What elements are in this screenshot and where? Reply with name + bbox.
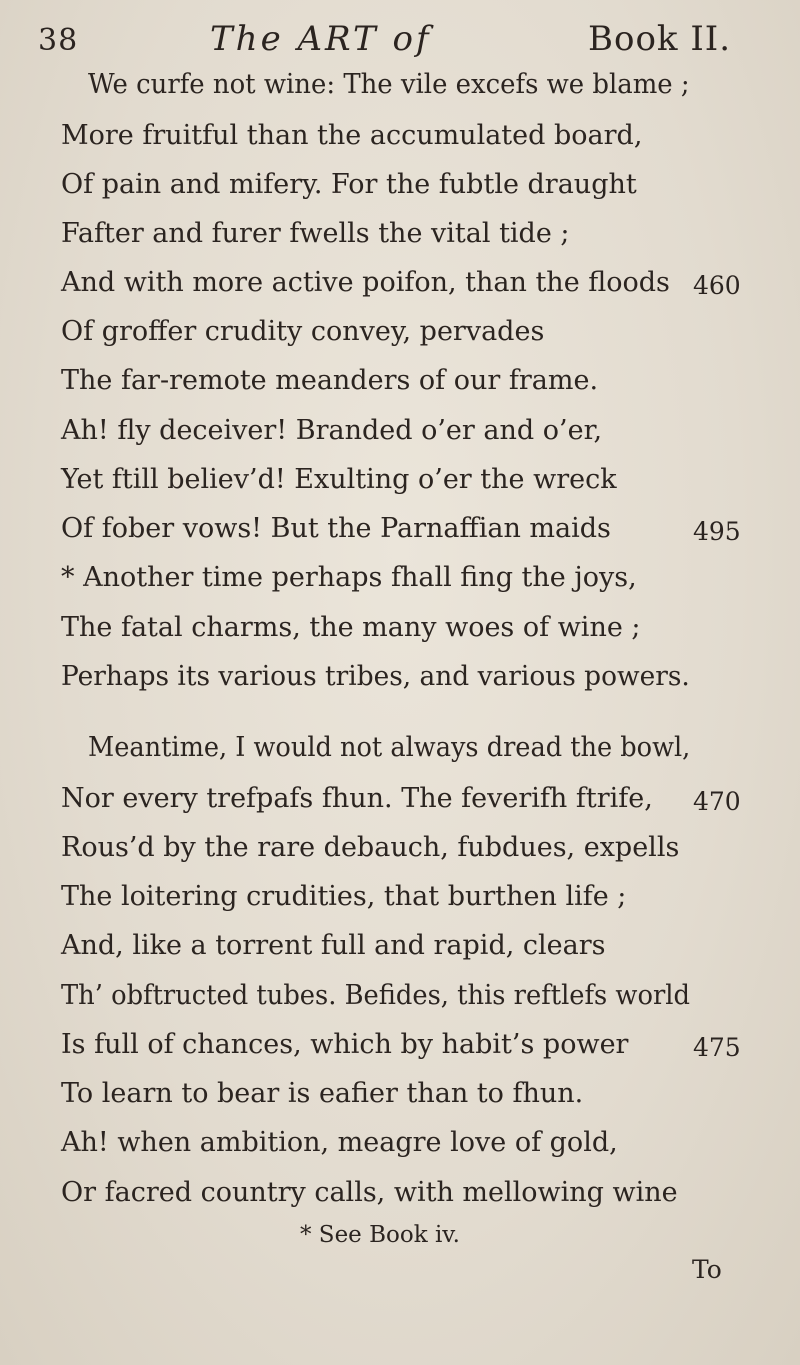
poem-line: Th’ obftructed tubes. Befides, this reftlefs world — [61, 980, 690, 1011]
poem-line: Perhaps its various tribes, and various powers. — [61, 661, 690, 692]
poem-line: More fruitful than the accumulated board, — [61, 120, 643, 151]
line-number: 475 — [693, 1033, 741, 1062]
poem-line: And, like a torrent full and rapid, clears — [61, 930, 606, 961]
poem-line: Nor every trefpafs fhun. The feverifh ftrife, — [61, 783, 653, 814]
running-title: The ART of — [210, 19, 432, 59]
poem-line: Or facred country calls, with mellowing wine — [61, 1177, 678, 1208]
poem-line: * Another time perhaps fhall fing the joys, — [61, 562, 637, 593]
poem-line: Rous’d by the rare debauch, fubdues, expells — [61, 832, 680, 863]
poem-line: The far-remote meanders of our frame. — [61, 365, 599, 396]
footnote: * See Book iv. — [300, 1222, 460, 1248]
poem-line: Ah! fly deceiver! Branded o’er and o’er, — [61, 415, 603, 446]
page-number: 38 — [38, 23, 79, 58]
page-header — [0, 15, 800, 65]
line-number: 495 — [693, 517, 741, 546]
poem-line: Meantime, I would not always dread the bowl, — [88, 732, 691, 763]
poem-line: Ah! when ambition, meagre love of gold, — [61, 1127, 618, 1158]
poem-line: Is full of chances, which by habit’s power — [61, 1029, 629, 1060]
line-number: 470 — [693, 787, 741, 816]
line-number: 460 — [693, 271, 741, 300]
poem-line: And with more active poifon, than the floods — [61, 267, 670, 298]
catchword: To — [692, 1255, 722, 1284]
poem-line: To learn to bear is eafier than to fhun. — [61, 1078, 584, 1109]
poem-line: Fafter and furer fwells the vital tide ; — [61, 218, 570, 249]
poem-line: Of groffer crudity convey, pervades — [61, 316, 545, 347]
poem-line: Of fober vows! But the Parnaffian maids — [61, 513, 611, 544]
poem-line: The loitering crudities, that burthen life ; — [61, 881, 627, 912]
poem-line: Of pain and mifery. For the fubtle draught — [61, 169, 637, 200]
book-label: Book II. — [588, 19, 732, 59]
poem-line: We curfe not wine: The vile excefs we blame ; — [88, 69, 690, 100]
poem-line: The fatal charms, the many woes of wine ; — [61, 612, 641, 643]
poem-line: Yet ftill believ’d! Exulting o’er the wreck — [61, 464, 617, 495]
